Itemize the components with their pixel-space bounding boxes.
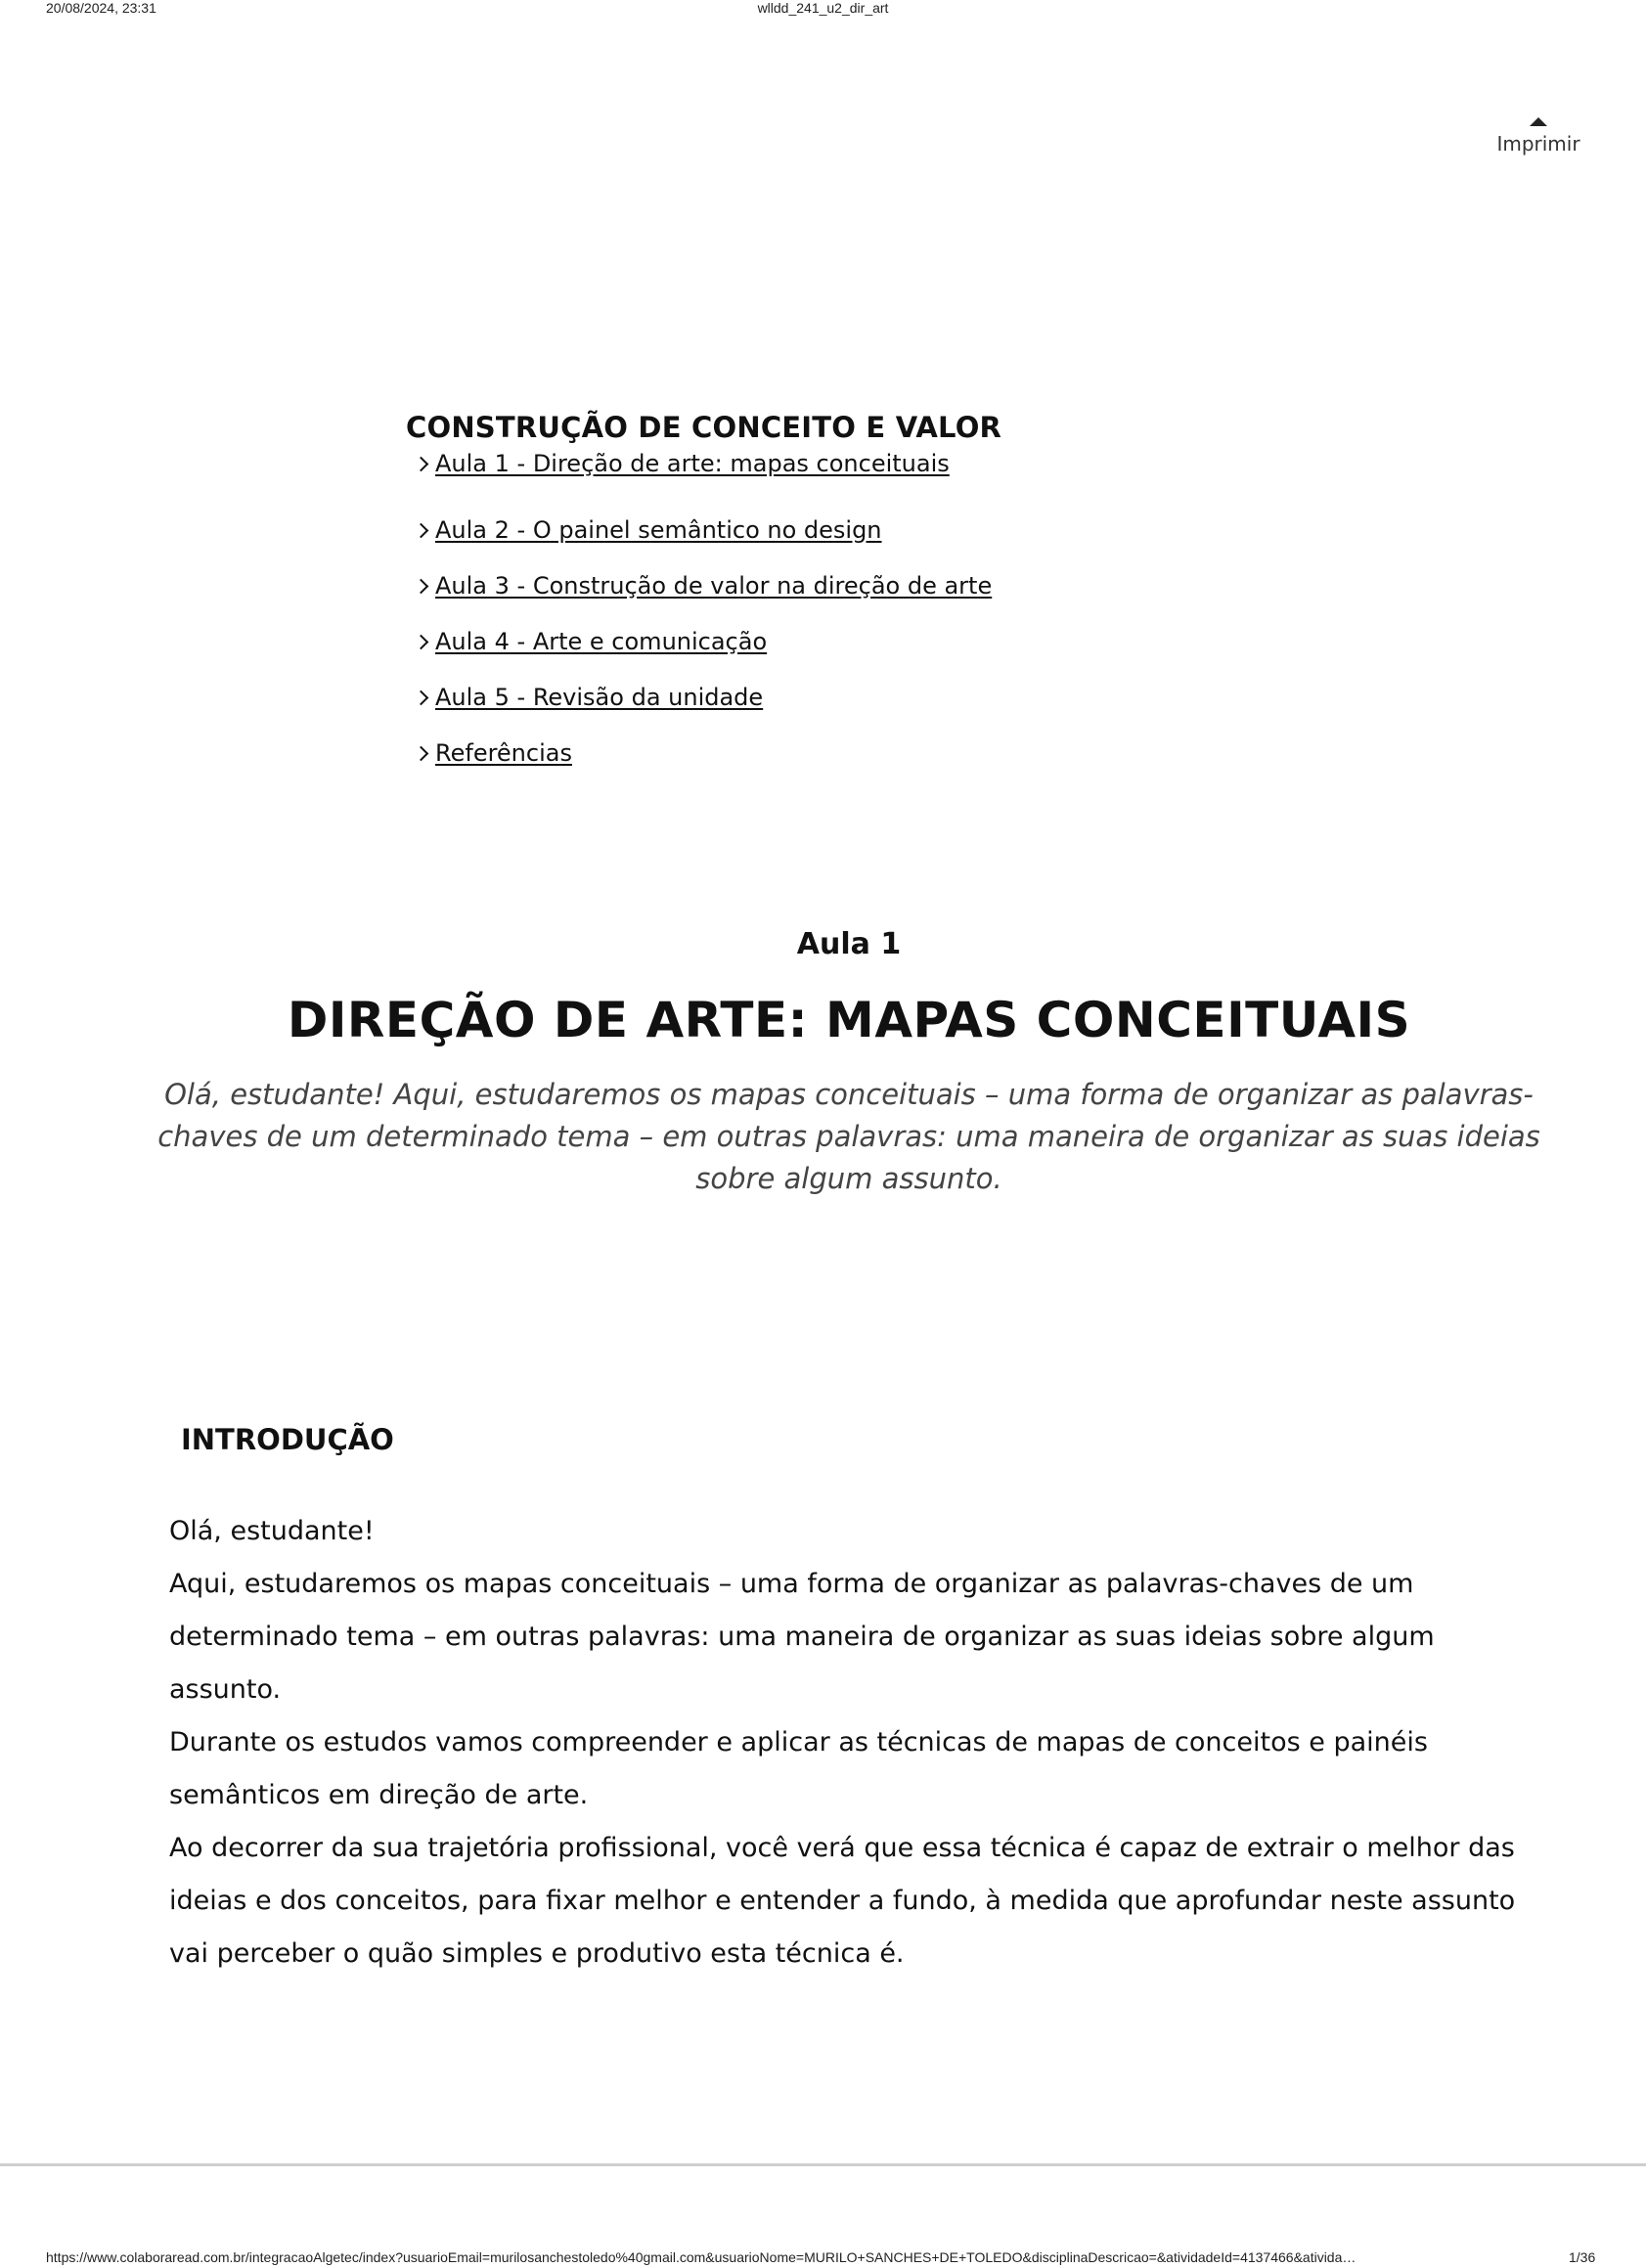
table-of-contents [406, 411, 1286, 780]
toc-link-aula-1[interactable]: Aula 1 - Direção de arte: mapas conceituais [435, 450, 950, 477]
lesson-label: Aula 1 [796, 927, 902, 961]
page-number: 1/36 [1569, 2249, 1596, 2265]
toc-list [406, 446, 1286, 780]
toc-link-aula-4[interactable]: Aula 4 - Arte e comunicação [435, 627, 768, 655]
print-footer-url: https://www.colaboraread.com.br/integracaoAlgetec/index?usuarioEmail=murilosanchestoledo%40gmail.com&usuarioNome=MURILO+SANCHES+DE+TOLEDO&disciplinaDescricao=&atividadeId=4137466&ativida… [46, 2249, 1357, 2265]
intro-paragraph: Ao decorrer da sua trajetória profissional, você verá que essa técnica é capaz de extrair o melhor das ideias e dos conceitos, para fixar melhor e entender a fundo, à medida que aprofundar neste assunto vai perceber o quão simples e produtivo esta técnica é. [169, 1833, 1516, 1969]
print-document-title: wlldd_241_u2_dir_art [757, 0, 889, 16]
chevron-right-icon [414, 689, 429, 705]
toc-item [416, 557, 1286, 613]
print-button[interactable] [1487, 117, 1590, 156]
lesson-subtitle: Olá, estudante! Aqui, estudaremos os mapas conceituais – uma forma de organizar as palavras-chaves de um determinado tema – em outras palavras: uma maneira de organizar as suas ideias sobre algum assunto. [157, 1078, 1540, 1195]
lesson-title: DIREÇÃO DE ARTE: MAPAS CONCEITUAIS [287, 992, 1411, 1048]
chevron-right-icon [414, 522, 429, 538]
toc-item [416, 446, 1286, 481]
chevron-right-icon [414, 634, 429, 649]
toc-link-referencias[interactable]: Referências [435, 738, 572, 767]
chevron-right-icon [414, 457, 429, 472]
print-button-label: Imprimir [1496, 132, 1580, 156]
chevron-right-icon [414, 745, 429, 761]
toc-link-aula-5[interactable]: Aula 5 - Revisão da unidade [435, 683, 764, 711]
introduction-heading: INTRODUÇÃO [181, 1423, 394, 1456]
toc-title: CONSTRUÇÃO DE CONCEITO E VALOR [406, 411, 1002, 444]
intro-paragraph: Durante os estudos vamos compreender e aplicar as técnicas de mapas de conceitos e painéis semânticos em direção de arte. [169, 1727, 1428, 1810]
print-header [0, 0, 1646, 20]
intro-paragraph: Olá, estudante! [169, 1516, 375, 1546]
print-datetime: 20/08/2024, 23:31 [46, 0, 156, 16]
introduction-body [169, 1505, 1538, 1980]
page-divider [0, 2163, 1646, 2166]
toc-item [416, 669, 1286, 725]
chevron-right-icon [414, 578, 429, 594]
toc-link-aula-3[interactable]: Aula 3 - Construção de valor na direção de arte [435, 571, 993, 600]
toc-item [416, 613, 1286, 669]
arrow-up-icon [1530, 117, 1547, 126]
toc-item [416, 502, 1286, 557]
toc-link-aula-2[interactable]: Aula 2 - O painel semântico no design [435, 515, 882, 544]
intro-paragraph: Aqui, estudaremos os mapas conceituais – uma forma de organizar as palavras-chaves de um determinado tema – em outras palavras: uma maneira de organizar as suas ideias sobre algum assunto. [169, 1569, 1435, 1705]
toc-item [416, 725, 1286, 780]
